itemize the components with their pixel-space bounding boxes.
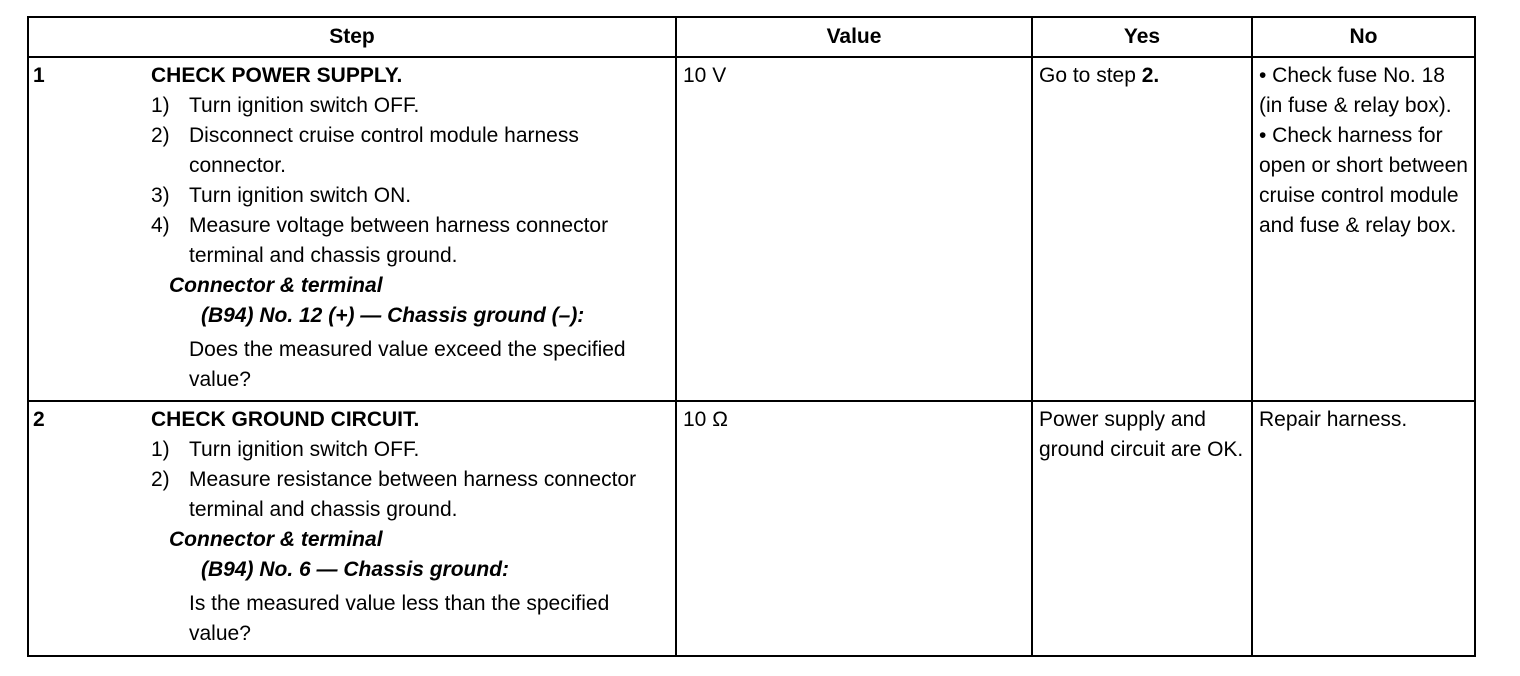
substep-number: 2) [151, 468, 170, 491]
value-cell: 10 V [676, 57, 1032, 401]
no-item: • Check harness for open or short between cruise control module and fuse & relay box. [1259, 124, 1468, 237]
header-no: No [1252, 17, 1475, 57]
substep [151, 435, 669, 465]
no-cell [1252, 57, 1475, 401]
header-value: Value [676, 17, 1032, 57]
substep-text: Measure voltage between harness connector terminal and chassis ground. [189, 214, 609, 267]
table-row [28, 57, 1475, 401]
substep-number: 2) [151, 124, 170, 147]
step-question: Is the measured value less than the specified value? [189, 592, 610, 645]
step-title: CHECK POWER SUPPLY. [151, 64, 403, 87]
step-question: Does the measured value exceed the specified value? [189, 338, 626, 391]
connector-label: Connector & terminal [169, 274, 383, 297]
yes-step-ref: 2. [1141, 64, 1160, 87]
step-number: 1 [33, 64, 45, 87]
yes-cell [1032, 57, 1252, 401]
step-cell [28, 401, 676, 656]
substep-text: Turn ignition switch ON. [189, 184, 412, 207]
substep [151, 465, 669, 525]
connector-label: Connector & terminal [169, 528, 383, 551]
step-body [151, 58, 675, 397]
header-step: Step [28, 17, 676, 57]
connector-value: (B94) No. 6 — Chassis ground: [201, 558, 510, 581]
step-title: CHECK GROUND CIRCUIT. [151, 408, 420, 431]
connector-value: (B94) No. 12 (+) — Chassis ground (–): [201, 304, 585, 327]
table-row [28, 401, 1475, 656]
substep-number: 1) [151, 94, 170, 117]
substep-number: 1) [151, 438, 170, 461]
no-cell: Repair harness. [1252, 401, 1475, 656]
substep-number: 4) [151, 214, 170, 237]
header-yes: Yes [1032, 17, 1252, 57]
no-item: • Check fuse No. 18 (in fuse & relay box). [1259, 64, 1452, 117]
substep [151, 181, 669, 211]
header-row [28, 17, 1475, 57]
diagnostic-table [27, 16, 1476, 657]
substep [151, 91, 669, 121]
value-cell: 10 Ω [676, 401, 1032, 656]
substep-text: Turn ignition switch OFF. [189, 94, 420, 117]
yes-text: Go to step [1039, 64, 1142, 87]
yes-cell: Power supply and ground circuit are OK. [1032, 401, 1252, 656]
substep-text: Turn ignition switch OFF. [189, 438, 420, 461]
substep [151, 121, 669, 181]
substep [151, 211, 669, 271]
step-body [151, 402, 675, 651]
step-number: 2 [33, 408, 45, 431]
substep-text: Disconnect cruise control module harness connector. [189, 124, 579, 177]
step-cell [28, 57, 676, 401]
substep-number: 3) [151, 184, 170, 207]
substep-text: Measure resistance between harness connector terminal and chassis ground. [189, 468, 637, 521]
